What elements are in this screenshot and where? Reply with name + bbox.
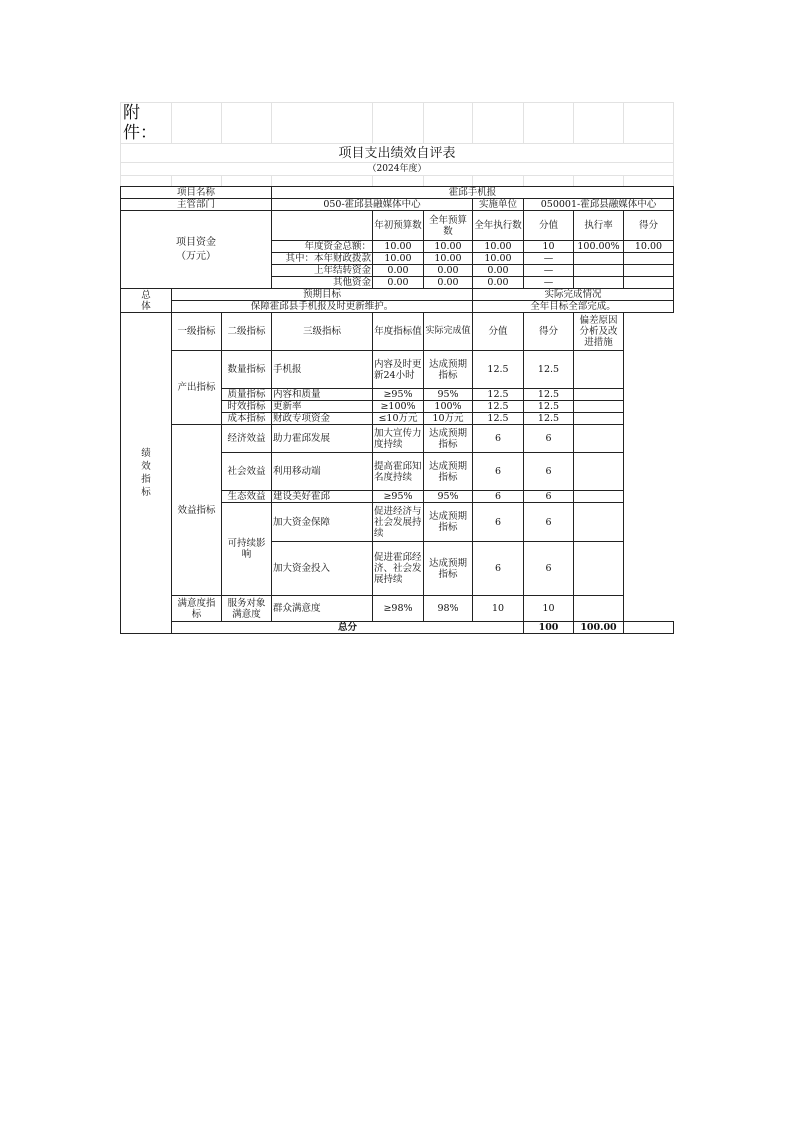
impl-label: 实施单位	[473, 199, 524, 211]
ind-l2: 社会效益	[222, 453, 272, 491]
ind-score: 6	[473, 491, 524, 503]
goal-plan: 保障霍邱县手机报及时更新维护。	[172, 301, 473, 313]
goal-label: 总 体	[121, 289, 172, 313]
funds-label: 项目资金 （万元）	[121, 211, 272, 289]
evaluation-sheet	[120, 102, 673, 634]
ind-remarks	[574, 542, 624, 596]
fund-row-name: 其他资金	[272, 277, 373, 289]
ind-header-remarks: 偏差原因分析及改进措施	[574, 313, 624, 351]
ind-actual: 100%	[424, 401, 473, 413]
fund-row-got	[624, 265, 674, 277]
indicators-side-label: 绩 效 指 标	[121, 313, 172, 634]
dept-value: 050-霍邱县融媒体中心	[272, 199, 473, 211]
ind-got: 12.5	[524, 351, 574, 389]
ind-l2: 生态效益	[222, 491, 272, 503]
ind-score: 12.5	[473, 401, 524, 413]
ind-remarks	[574, 389, 624, 401]
fund-row-rate	[574, 277, 624, 289]
group-output: 产出指标	[172, 351, 222, 425]
ind-l2: 成本指标	[222, 413, 272, 425]
ind-header-l1: 一级指标	[172, 313, 222, 351]
ind-actual: 95%	[424, 389, 473, 401]
ind-score: 12.5	[473, 389, 524, 401]
ind-l2: 经济效益	[222, 425, 272, 453]
ind-header-target: 年度指标值	[373, 313, 424, 351]
fund-row-name: 其中：本年财政拨款	[272, 253, 373, 265]
fund-row-v3: 0.00	[473, 277, 524, 289]
ind-target: ≥95%	[373, 389, 424, 401]
ind-target: ≥100%	[373, 401, 424, 413]
fund-row-got: 10.00	[624, 241, 674, 253]
dept-label: 主管部门	[121, 199, 272, 211]
ind-remarks	[574, 596, 624, 622]
ind-got: 12.5	[524, 401, 574, 413]
ind-score: 12.5	[473, 351, 524, 389]
ind-actual: 达成预期指标	[424, 351, 473, 389]
ind-got: 6	[524, 503, 574, 542]
funds-header-score: 分值	[524, 211, 574, 241]
ind-remarks	[574, 491, 624, 503]
ind-target: 促进霍邱经济、社会发展持续	[373, 542, 424, 596]
fund-row-score: 10	[524, 241, 574, 253]
ind-actual: 98%	[424, 596, 473, 622]
ind-score: 6	[473, 542, 524, 596]
fund-row-got	[624, 253, 674, 265]
project-name: 霍邱手机报	[272, 187, 674, 199]
fund-row-v2: 10.00	[424, 253, 473, 265]
fund-row-v1: 0.00	[373, 277, 424, 289]
fund-row-rate	[574, 253, 624, 265]
total-score: 100	[524, 622, 574, 634]
ind-actual: 达成预期指标	[424, 542, 473, 596]
ind-target: ≥98%	[373, 596, 424, 622]
fund-row-v2: 0.00	[424, 265, 473, 277]
ind-score: 6	[473, 453, 524, 491]
funds-header-got: 得分	[624, 211, 674, 241]
funds-header-annual: 全年预算数	[424, 211, 473, 241]
ind-target: 加大宣传力度持续	[373, 425, 424, 453]
ind-actual: 95%	[424, 491, 473, 503]
goal-actual-header: 实际完成情况	[473, 289, 674, 301]
ind-header-got: 得分	[524, 313, 574, 351]
ind-l3: 利用移动端	[272, 453, 373, 491]
goal-plan-header: 预期目标	[172, 289, 473, 301]
fund-row-v1: 0.00	[373, 265, 424, 277]
fund-row-v3: 10.00	[473, 253, 524, 265]
total-remarks	[624, 622, 674, 634]
ind-remarks	[574, 503, 624, 542]
ind-score: 12.5	[473, 413, 524, 425]
fund-row-v3: 10.00	[473, 241, 524, 253]
funds-header-initial: 年初预算数	[373, 211, 424, 241]
fund-row-score: —	[524, 277, 574, 289]
fund-row-v1: 10.00	[373, 253, 424, 265]
ind-remarks	[574, 425, 624, 453]
ind-score: 6	[473, 503, 524, 542]
ind-remarks	[574, 453, 624, 491]
fund-row-v2: 0.00	[424, 277, 473, 289]
fund-row-name: 年度资金总额：	[272, 241, 373, 253]
ind-target: ≤10万元	[373, 413, 424, 425]
funds-header-rate: 执行率	[574, 211, 624, 241]
ind-got: 12.5	[524, 413, 574, 425]
ind-got: 10	[524, 596, 574, 622]
attachment-label: 附件：	[121, 103, 172, 144]
ind-target: 内容及时更新24小时	[373, 351, 424, 389]
ind-header-score: 分值	[473, 313, 524, 351]
ind-remarks	[574, 413, 624, 425]
ind-target: 促进经济与社会发展持续	[373, 503, 424, 542]
ind-l3: 助力霍邱发展	[272, 425, 373, 453]
ind-l2: 数量指标	[222, 351, 272, 389]
impl-value: 050001-霍邱县融媒体中心	[524, 199, 674, 211]
ind-actual: 10万元	[424, 413, 473, 425]
ind-score: 10	[473, 596, 524, 622]
ind-got: 6	[524, 425, 574, 453]
goal-actual: 全年目标全部完成。	[473, 301, 674, 313]
ind-actual: 达成预期指标	[424, 453, 473, 491]
page-title: 项目支出绩效自评表	[121, 144, 674, 163]
ind-l3: 加大资金保障	[272, 503, 373, 542]
report-year: （2024年度）	[121, 163, 674, 176]
fund-row-score: —	[524, 253, 574, 265]
ind-l2: 服务对象满意度	[222, 596, 272, 622]
ind-got: 6	[524, 542, 574, 596]
project-name-label: 项目名称	[121, 187, 272, 199]
total-got: 100.00	[574, 622, 624, 634]
ind-l3: 更新率	[272, 401, 373, 413]
group-benefit: 效益指标	[172, 425, 222, 596]
ind-header-l2: 二级指标	[222, 313, 272, 351]
ind-l3: 手机报	[272, 351, 373, 389]
fund-row-rate: 100.00%	[574, 241, 624, 253]
evaluation-table	[120, 102, 674, 634]
ind-l3: 内容和质量	[272, 389, 373, 401]
ind-got: 6	[524, 453, 574, 491]
fund-row-v3: 0.00	[473, 265, 524, 277]
fund-row-rate	[574, 265, 624, 277]
ind-l3: 财政专项资金	[272, 413, 373, 425]
fund-row-name: 上年结转资金	[272, 265, 373, 277]
ind-got: 6	[524, 491, 574, 503]
ind-l2: 时效指标	[222, 401, 272, 413]
fund-row-v1: 10.00	[373, 241, 424, 253]
group-sustain: 可持续影响	[222, 503, 272, 596]
ind-actual: 达成预期指标	[424, 425, 473, 453]
fund-row-v2: 10.00	[424, 241, 473, 253]
ind-remarks	[574, 351, 624, 389]
total-label: 总分	[172, 622, 524, 634]
ind-header-l3: 三级指标	[272, 313, 373, 351]
ind-l3: 加大资金投入	[272, 542, 373, 596]
funds-header-executed: 全年执行数	[473, 211, 524, 241]
funds-header-blank	[272, 211, 373, 241]
ind-l3: 群众满意度	[272, 596, 373, 622]
ind-l2: 质量指标	[222, 389, 272, 401]
fund-row-got	[624, 277, 674, 289]
ind-target: ≥95%	[373, 491, 424, 503]
fund-row-score: —	[524, 265, 574, 277]
ind-got: 12.5	[524, 389, 574, 401]
ind-target: 提高霍邱知名度持续	[373, 453, 424, 491]
ind-header-actual: 实际完成值	[424, 313, 473, 351]
group-satisfaction: 满意度指标	[172, 596, 222, 622]
ind-l3: 建设美好霍邱	[272, 491, 373, 503]
ind-score: 6	[473, 425, 524, 453]
ind-actual: 达成预期指标	[424, 503, 473, 542]
ind-remarks	[574, 401, 624, 413]
